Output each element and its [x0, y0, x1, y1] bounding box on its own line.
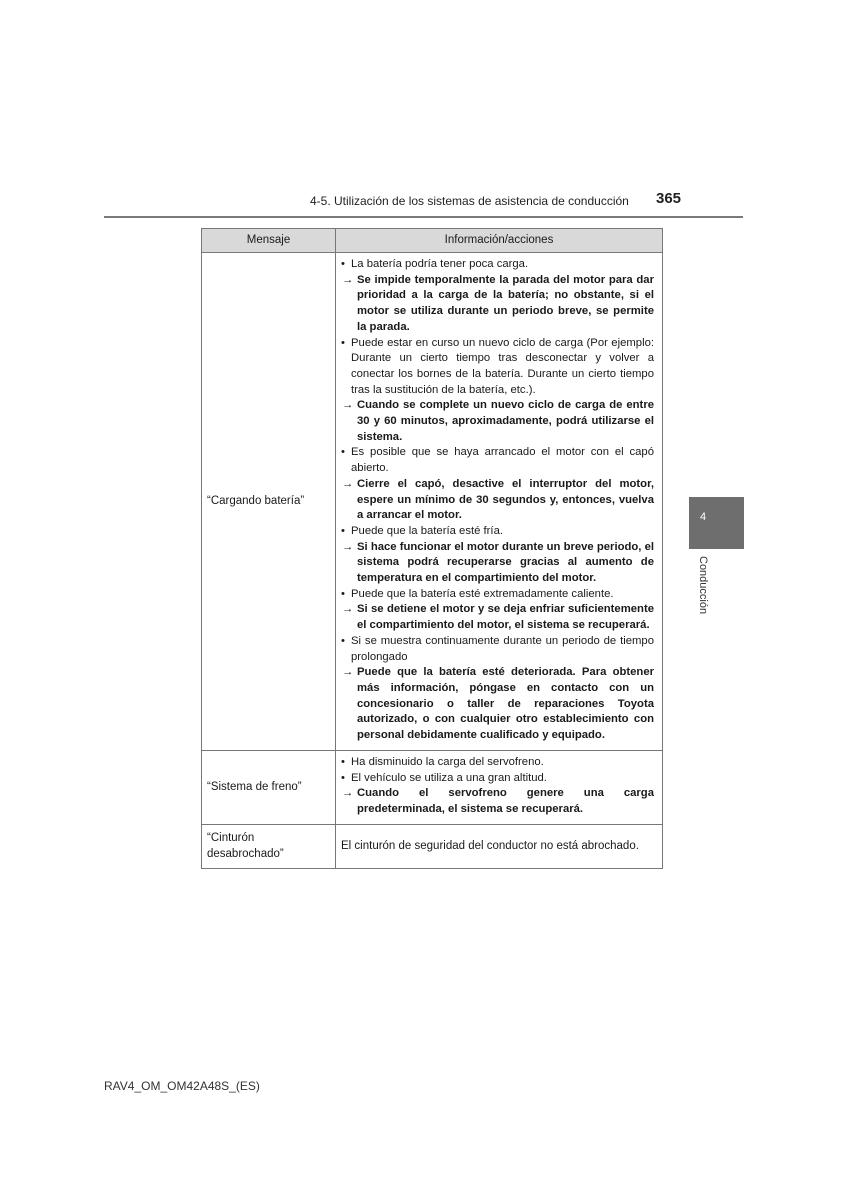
item-text: Ha disminuido la carga del servofreno. [351, 755, 544, 768]
action-item [341, 477, 654, 524]
cause-item [341, 634, 654, 665]
item-text: El vehículo se utiliza a una gran altitud. [351, 771, 547, 784]
chapter-number: 4 [699, 511, 707, 523]
item-text: Cuando el servofreno genere una carga predeterminada, el sistema se recuperará. [357, 787, 654, 815]
bullet-icon: • [341, 258, 345, 270]
arrow-icon: → [342, 787, 354, 800]
bullet-icon: • [341, 771, 345, 784]
cause-item [341, 587, 654, 603]
bullet-icon: • [341, 634, 345, 647]
cause-item [341, 524, 654, 540]
cause-item [341, 771, 654, 787]
actions-cell [336, 253, 663, 751]
message-cell: “Sistema de freno” [202, 750, 336, 824]
arrow-icon: → [342, 666, 354, 679]
header-divider [104, 216, 743, 218]
cause-item [341, 445, 654, 476]
item-text: Si se muestra continuamente durante un periodo de tiempo prolongado [351, 634, 654, 663]
table-row [202, 824, 663, 869]
item-text: Cierre el capó, desactive el interruptor del motor, espere un mínimo de 30 segundos y, entonces, vuelva a arrancar el motor. [357, 477, 654, 522]
item-text: Puede que la batería esté deteriorada. Para obtener más información, póngase en contacto con un concesionario o taller de reparaciones Toyota autorizado, o con cualquier otro establecimiento con personal debidamente cualificado y equipado. [357, 666, 654, 742]
bullet-icon: • [341, 587, 345, 600]
table-row [202, 750, 663, 824]
chapter-tab [689, 497, 744, 549]
arrow-icon: → [342, 399, 354, 412]
actions-cell [336, 750, 663, 824]
column-header-message: Mensaje [202, 229, 336, 253]
item-text: Si hace funcionar el motor durante un breve periodo, el sistema podrá recuperarse gracias al aumento de temperatura en el compartimiento del motor. [357, 540, 654, 585]
item-text: Puede que la batería esté fría. [351, 524, 503, 537]
cause-item [341, 755, 654, 771]
bullet-icon: • [341, 336, 345, 349]
actions-cell: El cinturón de seguridad del conductor no está abrochado. [336, 824, 663, 869]
page-number: 365 [656, 190, 682, 207]
message-cell: “Cinturón desabrochado” [202, 824, 336, 869]
information-table [201, 228, 663, 869]
arrow-icon: → [342, 273, 354, 286]
item-text: Puede estar en curso un nuevo ciclo de carga (Por ejemplo: Durante un cierto tiempo tras desconectar y volver a conectar los bornes de la batería. Durante un cierto tiempo tras la sustitución de la batería, etc.). [351, 336, 654, 396]
chapter-label: Conducción [697, 556, 709, 615]
action-item [341, 665, 654, 744]
table-header-row [202, 229, 663, 253]
action-item [341, 273, 654, 336]
bullet-icon: • [341, 755, 345, 768]
bullet-icon: • [341, 446, 345, 459]
item-text: Puede que la batería esté extremadamente caliente. [351, 587, 614, 600]
bullet-icon: • [341, 524, 345, 537]
action-item [341, 540, 654, 587]
document-code: RAV4_OM_OM42A48S_(ES) [104, 1079, 260, 1093]
arrow-icon: → [342, 477, 354, 490]
table-row [202, 253, 663, 751]
section-title: 4-5. Utilización de los sistemas de asistencia de conducción [310, 194, 629, 208]
arrow-icon: → [342, 603, 354, 616]
item-text: Si se detiene el motor y se deja enfriar suficientemente el compartimiento del motor, el sistema se recuperará. [357, 603, 654, 632]
item-text: La batería podría tener poca carga. [351, 258, 529, 270]
cause-item [341, 257, 654, 273]
arrow-icon: → [342, 540, 354, 553]
item-text: Cuando se complete un nuevo ciclo de carga de entre 30 y 60 minutos, aproximadamente, podrá utilizarse el sistema. [357, 399, 654, 443]
item-text: Es posible que se haya arrancado el motor con el capó abierto. [351, 446, 654, 475]
cause-item [341, 336, 654, 399]
message-cell: “Cargando batería” [202, 253, 336, 751]
action-item [341, 602, 654, 633]
action-item [341, 786, 654, 817]
action-item [341, 398, 654, 445]
column-header-info: Información/acciones [336, 229, 663, 253]
item-text: Se impide temporalmente la parada del motor para dar prioridad a la carga de la batería; no obstante, si el motor se utiliza durante un periodo breve, se permite la parada. [357, 273, 654, 333]
